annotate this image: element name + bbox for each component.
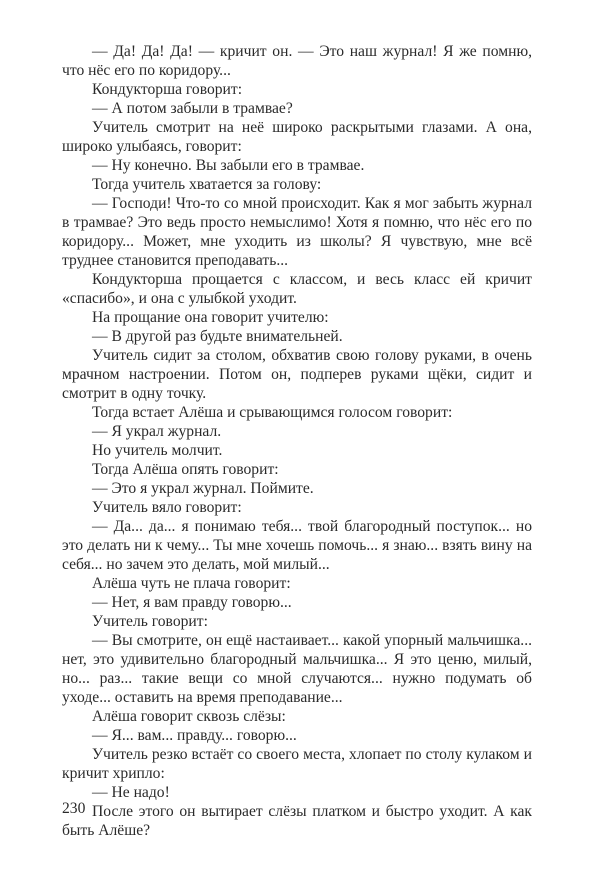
paragraph: — Вы смотрите, он ещё настаивает... какой упорный мальчишка... нет, это удивительно благородный мальчишка... Я это ценю, милый, но... раз... такие вещи со мной случаются... нужно подумать об уходе... оставить на время преподавание... — [62, 632, 532, 706]
paragraph: Учитель вяло говорит: — [92, 499, 242, 516]
paragraph: Тогда учитель хватается за голову: — [92, 176, 322, 193]
paragraph: — Я украл журнал. — [92, 423, 222, 440]
paragraph: — Господи! Что-то со мной происходит. Как я мог забыть журнал в трамвае? Это ведь просто немыслимо! Хотя я помню, что нёс его по коридору... Может, мне уходить из школы? Я чувствую, мне всё труднее становится преподавать... — [62, 195, 532, 269]
paragraph: — Ну конечно. Вы забыли его в трамвае. — [92, 157, 365, 174]
paragraph: — Да... да... я понимаю тебя... твой благородный поступок... но это делать ни к чему... Ты мне хочешь помочь... я знаю... взять вину на себя... но зачем это делать, мой милый... — [62, 518, 532, 573]
paragraph: — В другой раз будьте внимательней. — [92, 328, 343, 345]
paragraph: Алёша говорит сквозь слёзы: — [92, 708, 286, 725]
paragraph: После этого он вытирает слёзы платком и быстро уходит. А как быть Алёше? — [62, 803, 532, 839]
paragraph: Учитель сидит за столом, обхватив свою голову руками, в очень мрачном настроении. Потом он, подперев руками щёки, сидит и смотрит в одну точку. — [62, 347, 532, 402]
paragraph: — Я... вам... правду... говорю... — [92, 727, 297, 744]
paragraph: Учитель смотрит на неё широко раскрытыми глазами. А она, широко улыбаясь, говорит: — [62, 119, 532, 155]
paragraph: — Да! Да! Да! — кричит он. — Это наш журнал! Я же помню, что нёс его по коридору... — [62, 43, 532, 79]
paragraph: Тогда Алёша опять говорит: — [92, 461, 279, 478]
paragraph: — Это я украл журнал. Поймите. — [92, 480, 314, 497]
book-page-body — [62, 42, 532, 840]
paragraph: Учитель говорит: — [92, 613, 208, 630]
paragraph: Алёша чуть не плача говорит: — [92, 575, 291, 592]
page-number: 230 — [62, 800, 86, 817]
paragraph: Учитель резко встаёт со своего места, хлопает по столу кулаком и кричит хрипло: — [62, 746, 532, 782]
paragraph: Тогда встает Алёша и срывающимся голосом говорит: — [92, 404, 453, 421]
paragraph: Кондукторша говорит: — [92, 81, 243, 98]
paragraph: — А потом забыли в трамвае? — [92, 100, 293, 117]
paragraph: — Не надо! — [92, 784, 170, 801]
paragraph: Но учитель молчит. — [92, 442, 223, 459]
paragraph: Кондукторша прощается с классом, и весь класс ей кричит «спасибо», и она с улыбкой уходит. — [62, 271, 532, 307]
paragraph: На прощание она говорит учителю: — [92, 309, 329, 326]
paragraph: — Нет, я вам правду говорю... — [92, 594, 292, 611]
